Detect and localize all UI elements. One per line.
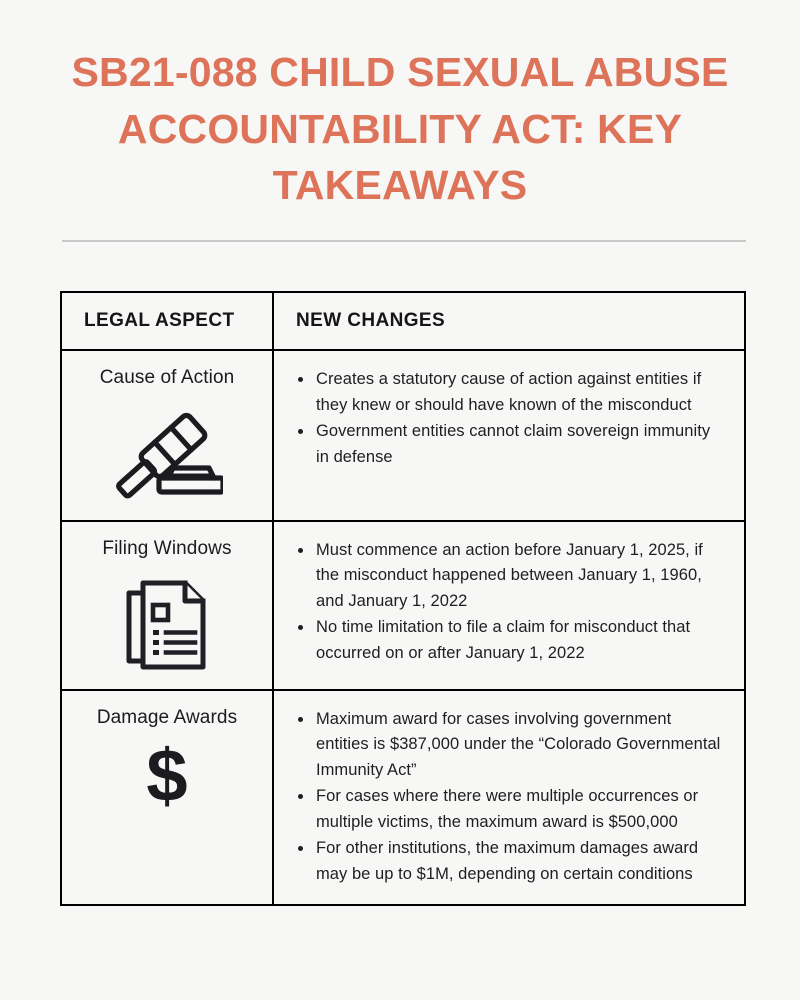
dollar-sign-icon: $ — [146, 734, 188, 818]
aspect-cell-damage-awards — [61, 690, 273, 906]
page-title: SB21-088 CHILD SEXUAL ABUSE ACCOUNTABILITY ACT: KEY TAKEAWAYS — [71, 49, 729, 209]
table-header-legal-aspect — [61, 292, 273, 350]
table-header-legal-aspect-label: LEGAL ASPECT — [84, 310, 235, 331]
changes-cell-cause-of-action — [273, 350, 745, 521]
bullet-list — [292, 538, 726, 667]
documents-icon — [117, 575, 217, 671]
table-row — [61, 350, 745, 521]
table-header-new-changes — [273, 292, 745, 350]
table-row — [61, 521, 745, 690]
aspect-cell-cause-of-action — [61, 350, 273, 521]
list-item: For other institutions, the maximum damages award may be up to $1M, depending on certain conditions — [292, 836, 726, 887]
aspect-label: Damage Awards — [96, 706, 238, 728]
list-item: Creates a statutory cause of action against entities if they knew or should have known of the misconduct — [292, 367, 726, 418]
gavel-icon — [111, 404, 223, 502]
takeaways-table — [60, 291, 746, 906]
bullet-list — [292, 367, 726, 470]
list-item: Must commence an action before January 1, 2025, if the misconduct happened between January 1, 1960, and January 1, 2022 — [292, 538, 726, 615]
list-item: Government entities cannot claim sovereign immunity in defense — [292, 419, 726, 470]
title-block — [0, 0, 800, 242]
table-row — [61, 690, 745, 906]
aspect-label: Filing Windows — [102, 537, 232, 559]
changes-cell-filing-windows — [273, 521, 745, 690]
title-divider — [62, 240, 746, 242]
bullet-list — [292, 707, 726, 888]
table-header-row — [61, 292, 745, 350]
list-item: No time limitation to file a claim for misconduct that occurred on or after January 1, 2022 — [292, 615, 726, 666]
aspect-label: Cause of Action — [99, 367, 235, 388]
table-header-new-changes-label: NEW CHANGES — [296, 310, 446, 331]
list-item: Maximum award for cases involving government entities is $387,000 under the “Colorado Governmental Immunity Act” — [292, 707, 726, 784]
list-item: For cases where there were multiple occurrences or multiple victims, the maximum award is $500,000 — [292, 784, 726, 835]
changes-cell-damage-awards — [273, 690, 745, 906]
aspect-cell-filing-windows — [61, 521, 273, 690]
takeaways-table-wrapper — [60, 291, 744, 906]
